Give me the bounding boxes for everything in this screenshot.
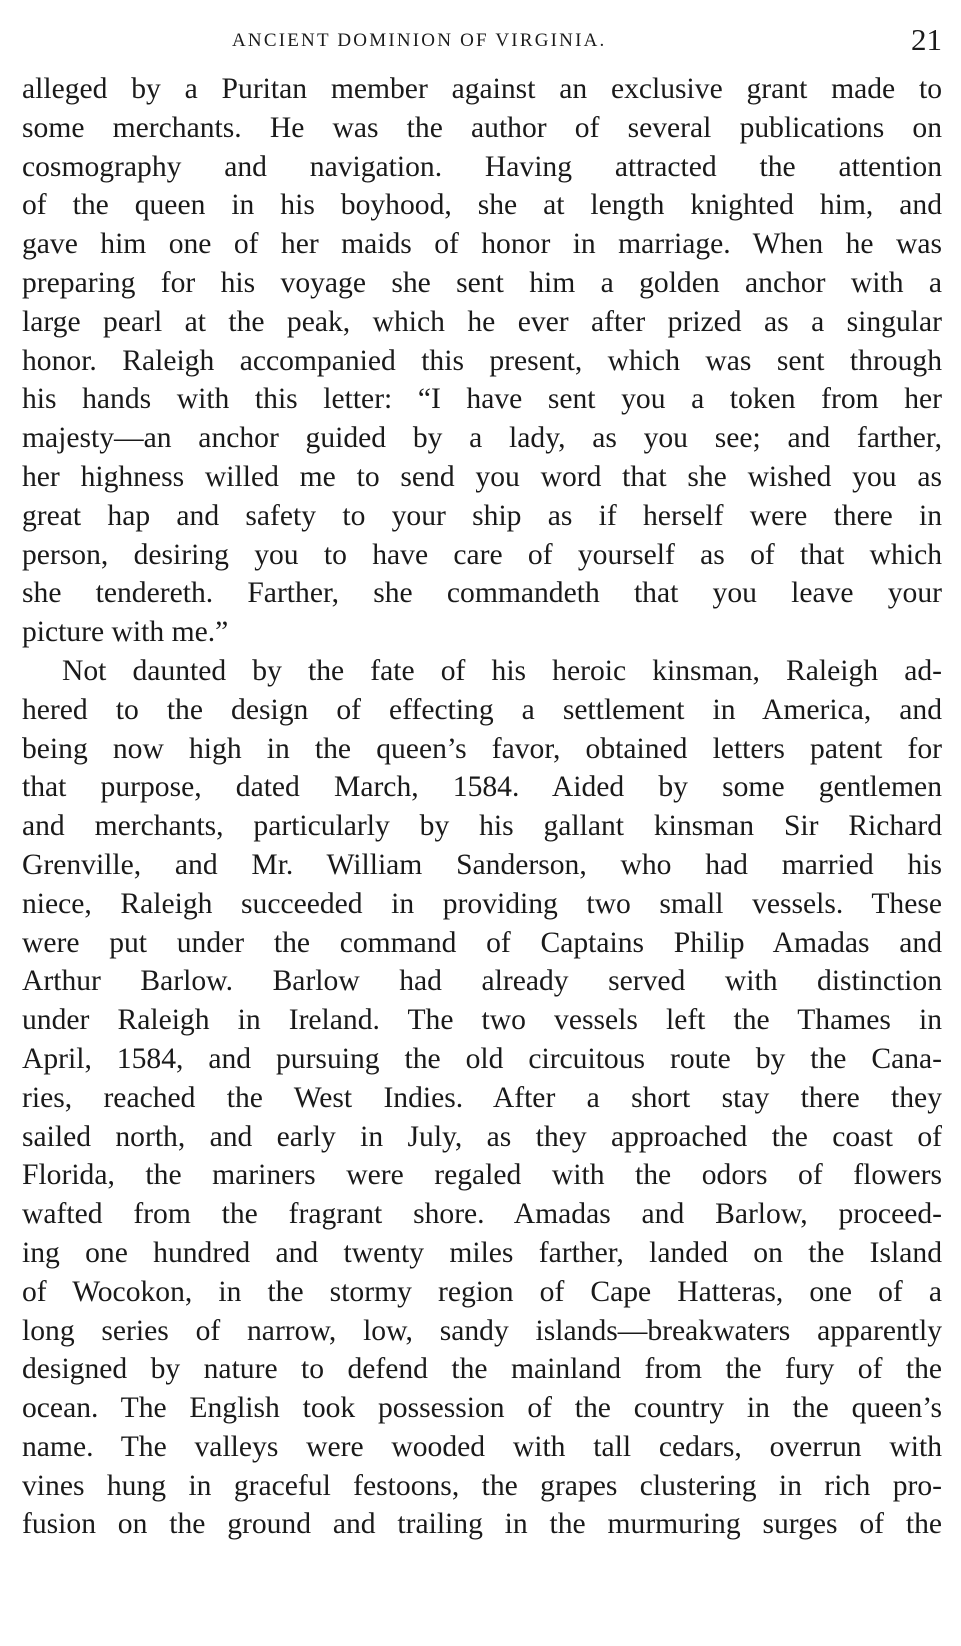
text-line: wafted from the fragrant shore. Amadas and Barlow, proceed- [22, 1198, 942, 1231]
text-line: April, 1584, and pursuing the old circuitous route by the Cana- [22, 1042, 942, 1075]
text-line: of the queen in his boyhood, she at length knighted him, and [22, 189, 942, 222]
text-line: fusion on the ground and trailing in the murmuring surges of the [22, 1508, 942, 1541]
text-line: sailed north, and early in July, as they approached the coast of [22, 1120, 942, 1153]
text-line: designed by nature to defend the mainland from the fury of the [22, 1353, 942, 1386]
running-title: ANCIENT DOMINION OF VIRGINIA. [232, 30, 607, 51]
text-line: gave him one of her maids of honor in marriage. When he was [22, 228, 942, 261]
text-line: preparing for his voyage she sent him a golden anchor with a [22, 266, 942, 299]
paragraph-1 [22, 70, 942, 652]
text-line: Florida, the mariners were regaled with the odors of flowers [22, 1159, 942, 1192]
text-line: his hands with this letter: “I have sent you a token from her [22, 383, 942, 416]
text-line: vines hung in graceful festoons, the grapes clustering in rich pro- [22, 1469, 942, 1502]
text-line: hered to the design of effecting a settlement in America, and [22, 693, 942, 726]
text-line: niece, Raleigh succeeded in providing two small vessels. These [22, 887, 942, 920]
text-line: and merchants, particularly by his gallant kinsman Sir Richard [22, 810, 942, 843]
text-line: Grenville, and Mr. William Sanderson, who had married his [22, 848, 942, 881]
text-line: ing one hundred and twenty miles farther, landed on the Island [22, 1236, 942, 1269]
book-page [22, 20, 942, 1544]
text-line: she tendereth. Farther, she commandeth that you leave your [22, 577, 942, 610]
paragraph-2 [22, 652, 942, 1544]
text-line: alleged by a Puritan member against an exclusive grant made to [22, 73, 942, 105]
text-line: name. The valleys were wooded with tall cedars, overrun with [22, 1430, 942, 1463]
text-line: large pearl at the peak, which he ever after prized as a singular [22, 305, 942, 338]
text-line: some merchants. He was the author of several publications on [22, 111, 942, 144]
text-line: cosmography and navigation. Having attracted the attention [22, 150, 942, 183]
text-line: being now high in the queen’s favor, obtained letters patent for [22, 732, 942, 765]
text-line: long series of narrow, low, sandy islands—breakwaters apparently [22, 1314, 942, 1347]
text-line: that purpose, dated March, 1584. Aided by some gentlemen [22, 771, 942, 804]
text-line: ocean. The English took possession of the country in the queen’s [22, 1392, 942, 1425]
text-line: her highness willed me to send you word that she wished you as [22, 460, 942, 493]
text-line: Arthur Barlow. Barlow had already served with distinction [22, 965, 942, 998]
text-line: of Wocokon, in the stormy region of Cape Hatteras, one of a [22, 1275, 942, 1308]
text-line: person, desiring you to have care of yourself as of that which [22, 538, 942, 571]
text-line: honor. Raleigh accompanied this present, which was sent through [22, 344, 942, 377]
text-line: under Raleigh in Ireland. The two vessels left the Thames in [22, 1004, 942, 1037]
text-line: Not daunted by the fate of his heroic kinsman, Raleigh ad- [62, 654, 942, 687]
page-number: 21 [911, 22, 942, 57]
text-line: great hap and safety to your ship as if herself were there in [22, 499, 942, 532]
text-line: were put under the command of Captains Philip Amadas and [22, 926, 942, 959]
text-line: ries, reached the West Indies. After a short stay there they [22, 1081, 942, 1114]
text-line: picture with me.” [22, 616, 229, 649]
text-line: majesty—an anchor guided by a lady, as you see; and farther, [22, 422, 942, 455]
running-head [22, 20, 942, 70]
